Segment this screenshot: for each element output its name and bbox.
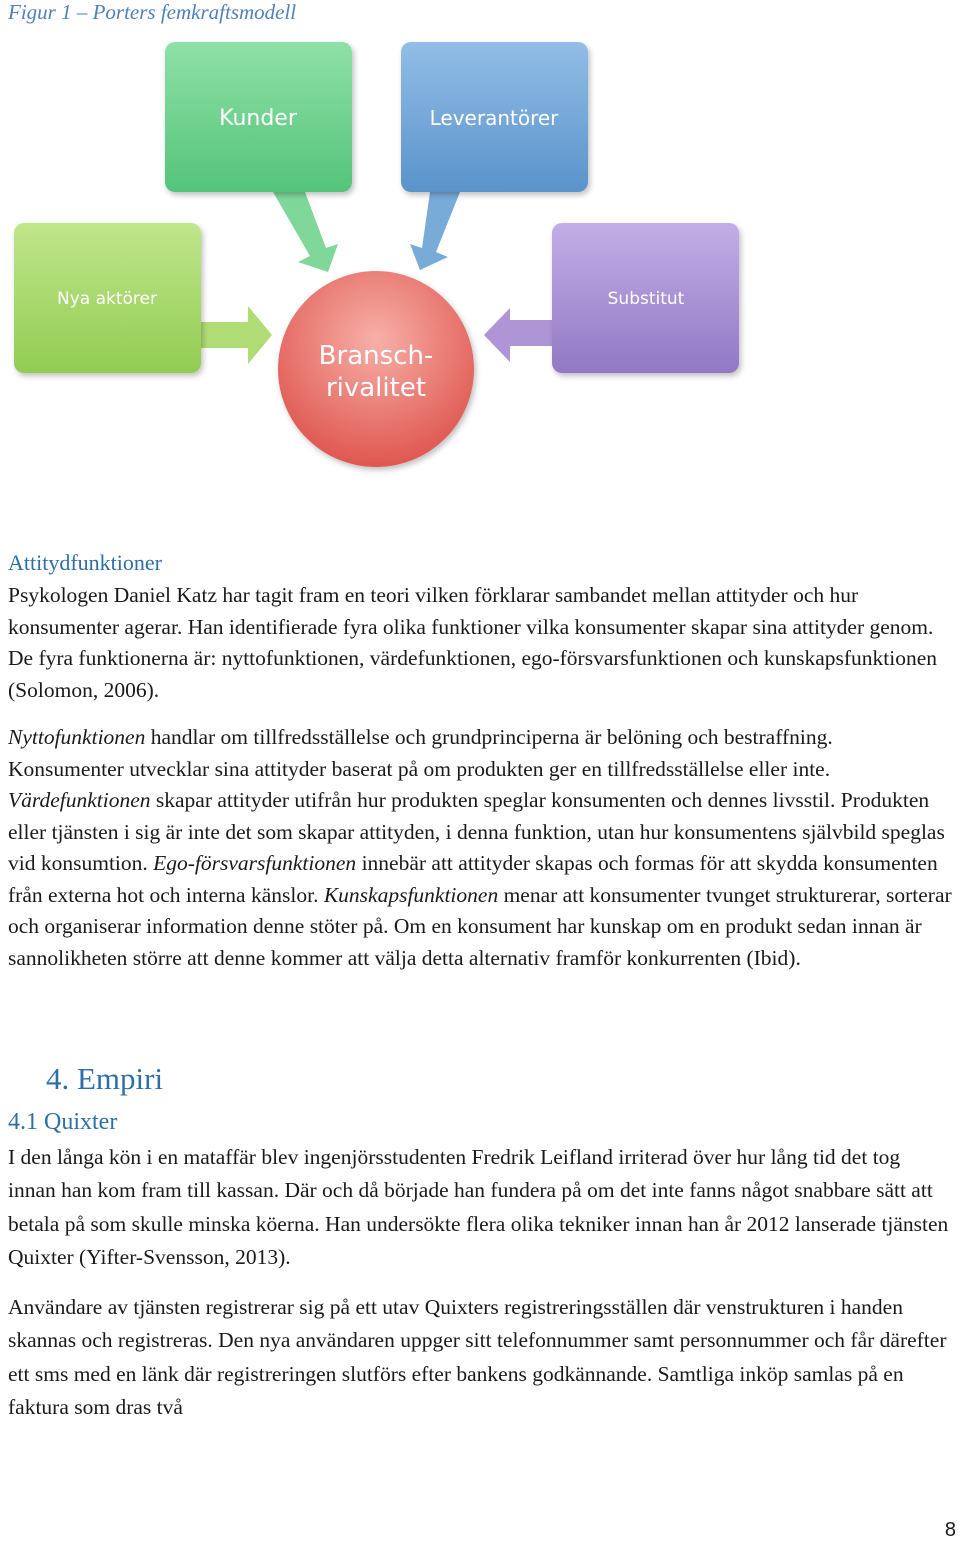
box-nya-aktorer-label: Nya aktörer — [57, 289, 157, 309]
arrow-substitut — [484, 308, 555, 362]
porter-five-forces-diagram — [0, 30, 760, 480]
paragraph-quixter-usage: Användare av tjänsten registrerar sig på ett utav Quixters registreringsställen där venstrukturen i handen skannas och registreras. Den nya användaren uppger sitt telefonnummer samt personnummer och får därefter ett sms med en länk där registreringen slutförs efter bankens godkännande. Samtliga inköp samlas på en faktura som dras två — [8, 1295, 947, 1419]
heading-attitydfunktioner: Attitydfunktioner — [8, 550, 162, 575]
box-kunder-label: Kunder — [219, 106, 297, 131]
heading-quixter: 4.1 Quixter — [8, 1109, 118, 1135]
arrow-leverantorer — [410, 192, 460, 270]
arrow-nya-aktorer — [200, 306, 272, 364]
heading-empiri: 4. Empiri — [46, 1061, 164, 1096]
center-label-line2: rivalitet — [325, 373, 427, 403]
paragraph-attityd-intro: Psykologen Daniel Katz har tagit fram en teori vilken förklarar sambandet mellan attityder och hur konsumenter agerar. Han identifierade fyra olika funktioner vilka konsumenter skapar sina attityder genom. De fyra funktionerna är: nyttofunktionen, värdefunktionen, ego-försvarsfunktionen och kunskapsfunktionen (Solomon, 2006). — [8, 583, 938, 702]
center-label-line1: Bransch- — [318, 341, 434, 371]
box-substitut-label: Substitut — [607, 289, 685, 309]
box-leverantorer-label: Leverantörer — [429, 106, 559, 130]
arrow-kunder — [273, 192, 338, 272]
figure-caption: Figur 1 – Porters femkraftsmodell — [8, 0, 297, 24]
page-number: 8 — [944, 1519, 956, 1541]
paragraph-quixter-history: I den långa kön i en mataffär blev ingenjörsstudenten Fredrik Leifland irriterad över hur lång tid det tog innan han kom fram till kassan. Där och då började han fundera på om det inte fanns något snabbare sätt att betala på som skulle minska köerna. Han undersökte flera olika tekniker innan han år 2012 lanserade tjänsten Quixter (Yifter-Svensson, 2013). — [8, 1145, 949, 1269]
paragraph-funktioner: Nyttofunktionen handlar om tillfredsställelse och grundprinciperna är belöning och bestraffning. Konsumenter utvecklar sina attityder baserat på om produkten ger en tillfredsställelse eller inte. Värdefunktionen skapar attityder utifrån hur produkten speglar konsumenten och dennes livsstil. Produkten eller tjänsten i sig är inte det som skapar attityden, i denna funktion, utan hur konsumentens självbild speglas vid konsumtion. Ego-försvarsfunktionen innebär att attityder skapas och formas för att skydda konsumenten från externa hot och interna känslor. Kunskapsfunktionen menar att konsumenter tvunget strukturerar, sorterar och organiserar information denne stöter på. Om en konsument har kunskap om en produkt sedan innan är sannolikheten större att denne kommer att välja detta alternativ framför konkurrenten (Ibid). — [8, 725, 952, 970]
